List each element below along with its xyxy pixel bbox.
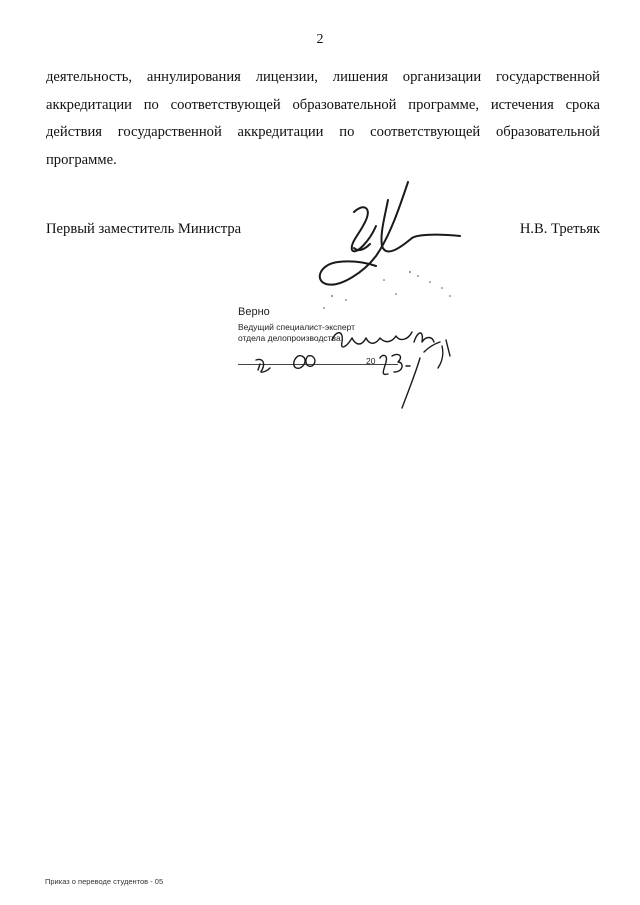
verno-label: Верно [238,306,270,318]
paragraph-line: аккредитации по соответствующей образовательной программе, истечения срока [46,96,600,113]
paragraph-line: программе. [46,151,117,168]
handwritten-certification [236,322,456,412]
footer-document-label: Приказ о переводе студентов - 05 [45,877,164,886]
signer-title: Первый заместитель Министра [46,221,242,237]
paragraph-line: действия государственной аккредитации по соответствующей образовательной [46,124,600,140]
signer-name: Н.В. Третьяк [519,221,600,237]
page-number: 2 [316,32,324,47]
certifier-position: Ведущий специалист-эксперт [238,322,356,332]
certifier-department: отдела делопроизводства [238,333,341,343]
year-prefix: 20 [366,356,376,366]
paragraph-line: деятельность, аннулирования лицензии, лишения организации государственной [46,69,600,85]
body-paragraph [46,64,600,174]
handwritten-signature [300,176,470,316]
